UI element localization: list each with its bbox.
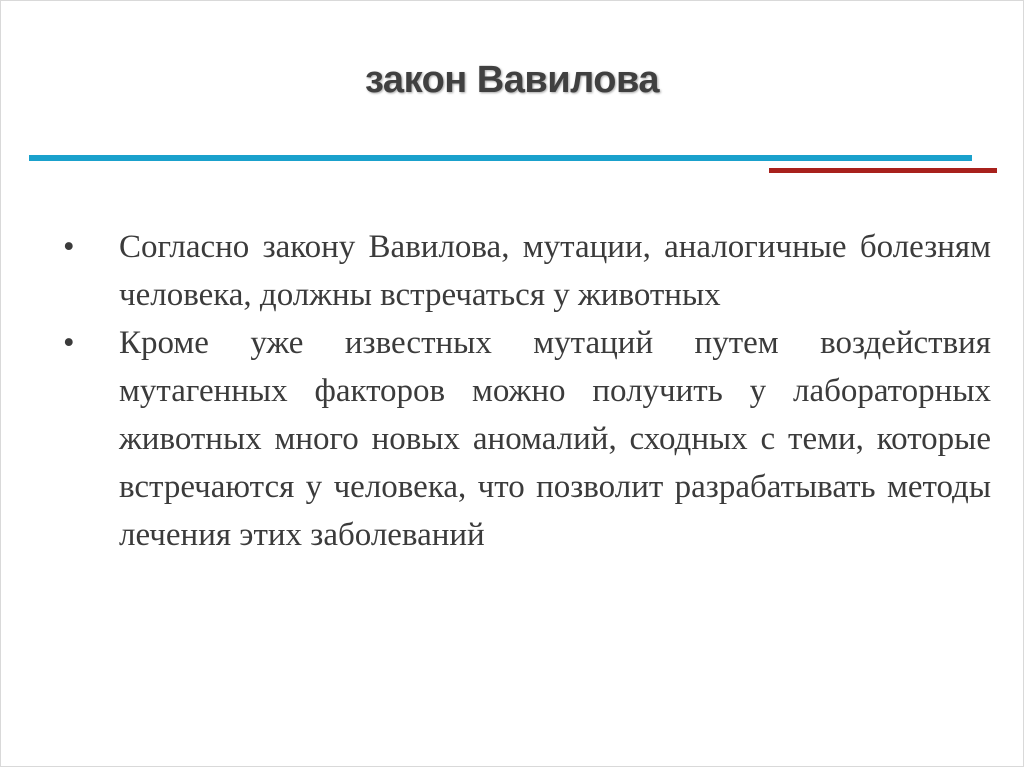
bullet-icon: • [63,325,75,361]
title-underline-red [769,168,997,173]
bullet-list [63,223,991,559]
bullet-text: Согласно закону Вавилова, мутации, аналогичные болезням человека, должны встречаться у животных [119,229,991,313]
bullet-text: Кроме уже известных мутаций путем воздействия мутагенных факторов можно получить у лабораторных животных много новых аномалий, сходных с теми, которые встречаются у человека, что позволит разрабатывать методы лечения этих заболеваний [119,325,991,553]
title-underline-blue [29,155,972,161]
slide-title: закон Вавилова [365,59,659,101]
bullet-item [63,223,991,319]
bullet-item [63,319,991,559]
bullet-icon: • [63,229,75,265]
